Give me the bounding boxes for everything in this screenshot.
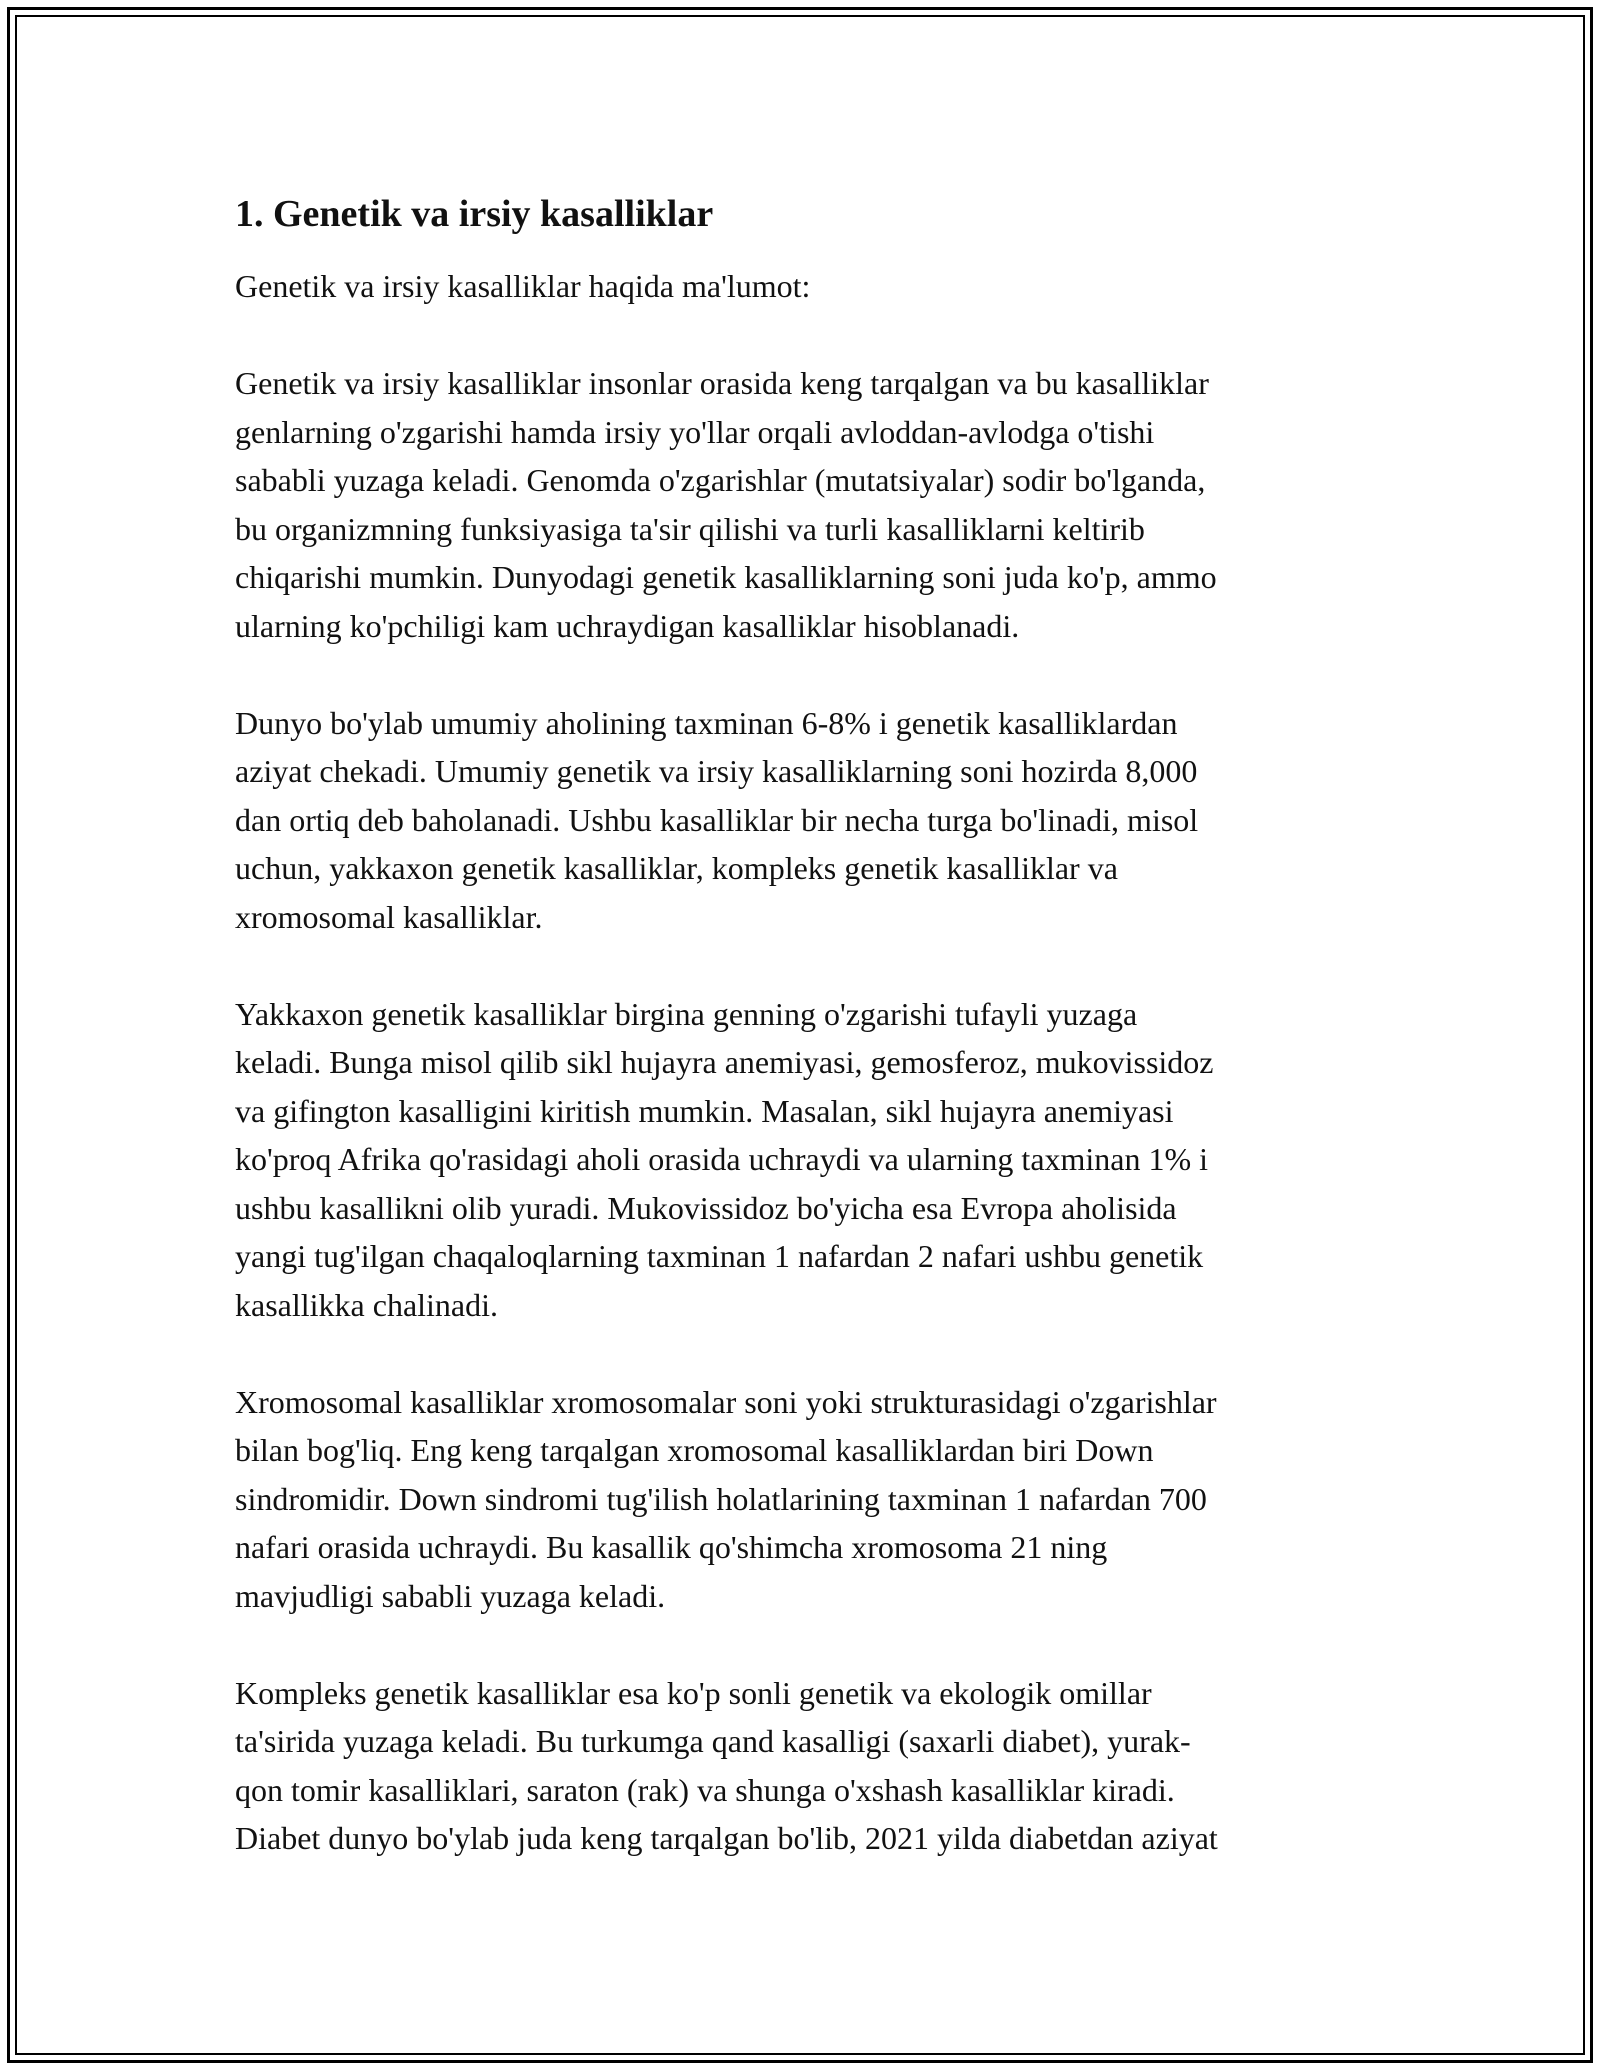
paragraph-overview: Genetik va irsiy kasalliklar insonlar orasida keng tarqalgan va bu kasalliklar genlarning o'zgarishi hamda irsiy yo'llar orqali avloddan-avlodga o'tishi sababli yuzaga keladi. Genomda o'zgarishlar (mutatsiyalar) sodir bo'lganda, bu organizmning funksiyasiga ta'sir qilishi va turli kasalliklarni keltirib chiqarishi mumkin. Dunyodagi genetik kasalliklarning soni juda ko'p, ammo ularning ko'pchiligi kam uchraydigan kasalliklar hisoblanadi. xyxy=(235,365,1217,644)
paragraph-prevalence: Dunyo bo'ylab umumiy aholining taxminan 6-8% i genetik kasalliklardan aziyat chekadi. Umumiy genetik va irsiy kasalliklarning soni hozirda 8,000 dan ortiq deb baholanadi. Ushbu kasalliklar bir necha turga bo'linadi, misol uchun, yakkaxon genetik kasalliklar, kompleks genetik kasalliklar va xromosomal kasalliklar. xyxy=(235,704,1199,935)
document-body xyxy=(235,184,1375,1863)
section-heading: 1. Genetik va irsiy kasalliklar xyxy=(235,193,714,235)
paragraph-chromosomal: Xromosomal kasalliklar xromosomalar soni yoki strukturasidagi o'zgarishlar bilan bog'liq. Eng keng tarqalgan xromosomal kasalliklardan biri Down sindromidir. Down sindromi tug'ilish holatlarining taxminan 1 nafardan 700 nafari orasida uchraydi. Bu kasallik qo'shimcha xromosoma 21 ning mavjudligi sababli yuzaga keladi. xyxy=(235,1383,1217,1614)
intro-line: Genetik va irsiy kasalliklar haqida ma'lumot: xyxy=(235,268,811,304)
paragraph-single-gene: Yakkaxon genetik kasalliklar birgina genning o'zgarishi tufayli yuzaga keladi. Bunga misol qilib sikl hujayra anemiyasi, gemosferoz, mukovissidoz va gifington kasalligini kiritish mumkin. Masalan, sikl hujayra anemiyasi ko'proq Afrika qo'rasidagi aholi orasida uchraydi va ularning taxminan 1% i ushbu kasallikni olib yuradi. Mukovissidoz bo'yicha esa Evropa aholisida yangi tug'ilgan chaqaloqlarning taxminan 1 nafardan 2 nafari ushbu genetik kasallikka chalinadi. xyxy=(235,995,1214,1323)
paragraph-complex: Kompleks genetik kasalliklar esa ko'p sonli genetik va ekologik omillar ta'sirida yuzaga keladi. Bu turkumga qand kasalligi (saxarli diabet), yurak- qon tomir kasalliklari, saraton (rak) va shunga o'xshash kasalliklar kiradi. Diabet dunyo bo'ylab juda keng tarqalgan bo'lib, 2021 yilda diabetdan aziyat xyxy=(235,1674,1218,1856)
